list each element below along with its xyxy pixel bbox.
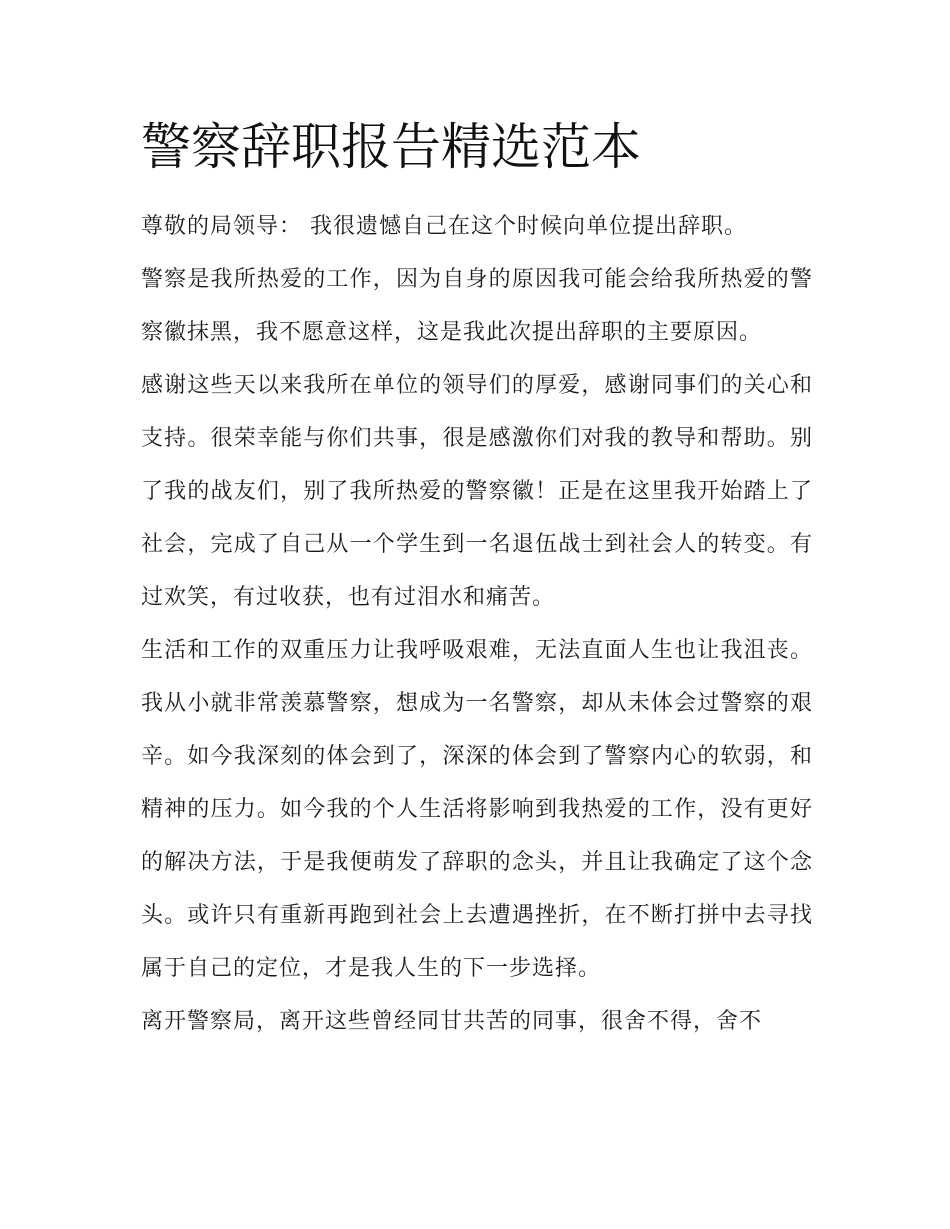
document-title: 警察辞职报告精选范本 [141, 118, 641, 176]
paragraph-pressure: 生活和工作的双重压力让我呼吸艰难，无法直面人生也让我沮丧。我从小就非常羡慕警察，想成为一名警察，却从未体会过警察的艰辛。如今我深刻的体会到了，深深的体会到了警察内心的软弱，和精神的压力。如今我的个人生活将影响到我热爱的工作，没有更好的解决方法，于是我便萌发了辞职的念头，并且让我确定了这个念头。或许只有重新再跑到社会上去遭遇挫折，在不断打拼中去寻找属于自己的定位，才是我人生的下一步选择。 [141, 638, 813, 981]
paragraph-gratitude: 感谢这些天以来我所在单位的领导们的厚爱，感谢同事们的关心和支持。很荣幸能与你们共事，很是感激你们对我的教导和帮助。别了我的战友们，别了我所热爱的警察徽！正是在这里我开始踏上了社会，完成了自己从一个学生到一名退伍战士到社会人的转变。有过欢笑，有过收获，也有过泪水和痛苦。 [141, 373, 813, 610]
paragraph-salutation: 尊敬的局领导： 我很遗憾自己在这个时候向单位提出辞职。 [141, 214, 747, 239]
paragraph-farewell: 离开警察局，离开这些曾经同甘共苦的同事，很舍不得，舍不 [141, 1009, 763, 1034]
paragraph-reason: 警察是我所热爱的工作，因为自身的原因我可能会给我所热爱的警察徽抹黑，我不愿意这样，这是我此次提出辞职的主要原因。 [141, 267, 813, 345]
document-body [141, 200, 813, 1048]
